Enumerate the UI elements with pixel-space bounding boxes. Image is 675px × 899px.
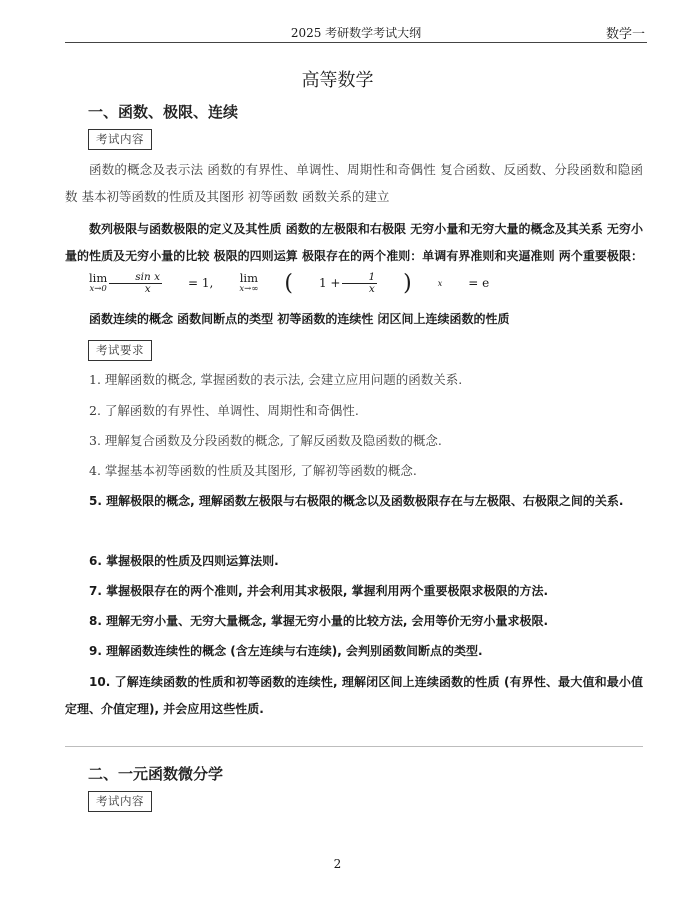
page-title: 高等数学 <box>301 70 374 91</box>
section-heading-2: 二、一元函数微分学 <box>88 765 224 783</box>
section-heading-1: 一、函数、极限、连续 <box>88 103 239 121</box>
requirement-2: 2. 了解函数的有界性、单调性、周期性和奇偶性. <box>89 403 359 418</box>
content-paragraph-1: 函数的概念及表示法 函数的有界性、单调性、周期性和奇偶性 复合函数、反函数、分段函数和隐函数 基本初等函数的性质及其图形 初等函数 函数关系的建立 <box>65 162 643 204</box>
important-limits-formula: lim x→0 $\frac{\text{sin x}}{x}$ = 1, lim x→∞ ( 1 + $\frac{1}{x}$ ) x = e <box>65 270 489 297</box>
requirement-6: 6. 掌握极限的性质及四则运算法则. <box>89 554 279 568</box>
fraction-1-over-x: $\frac{1}{x}$ <box>342 272 377 295</box>
content-paragraph-2-text: 数列极限与函数极限的定义及其性质 函数的左极限和右极限 无穷小量和无穷大量的概念及其关系 无穷小量的性质及无穷小量的比较 极限的四则运算 极限存在的两个准则：单调有界准则和夹逼准则 两个重要极限： <box>65 222 643 263</box>
requirements-label-1: 考试要求 <box>88 340 152 361</box>
requirement-10: 10. 了解连续函数的性质和初等函数的连续性, 理解闭区间上连续函数的性质 (有界性、最大值和最小值定理、介值定理), 并会应用这些性质. <box>65 675 643 716</box>
content-paragraph-3: 函数连续的概念 函数间断点的类型 初等函数的连续性 闭区间上连续函数的性质 <box>89 312 510 326</box>
requirement-9: 9. 理解函数连续性的概念 (含左连续与右连续), 会判别函数间断点的类型. <box>89 644 483 658</box>
header-title: 2025 考研数学考试大纲 <box>290 26 422 40</box>
content-paragraph-2 <box>65 216 643 297</box>
limit-2: lim x→∞ <box>239 270 259 294</box>
limit-1: lim x→0 <box>89 270 108 294</box>
content-label-2: 考试内容 <box>88 791 152 812</box>
requirement-8: 8. 理解无穷小量、无穷大量概念, 掌握无穷小量的比较方法, 会用等价无穷小量求极限. <box>89 614 549 628</box>
content-label-1: 考试内容 <box>88 129 152 150</box>
requirement-4: 4. 掌握基本初等函数的性质及其图形, 了解初等函数的概念. <box>89 463 417 478</box>
requirement-3: 3. 理解复合函数及分段函数的概念, 了解反函数及隐函数的概念. <box>89 433 442 448</box>
fraction-sinx-over-x: $\frac{\text{sin x}}{x}$ <box>109 272 162 295</box>
requirement-5: 5. 理解极限的概念, 理解函数左极限与右极限的概念以及函数极限存在与左极限、右极限之间的关系. <box>89 494 624 508</box>
header-subject: 数学一 <box>605 27 645 42</box>
page-header <box>65 20 647 43</box>
section-divider <box>65 746 643 747</box>
requirement-7: 7. 掌握极限存在的两个准则, 并会利用其求极限, 掌握利用两个重要极限求极限的方法. <box>89 584 549 598</box>
requirement-1: 1. 理解函数的概念, 掌握函数的表示法, 会建立应用问题的函数关系. <box>89 372 463 387</box>
page-number: 2 <box>333 857 342 871</box>
